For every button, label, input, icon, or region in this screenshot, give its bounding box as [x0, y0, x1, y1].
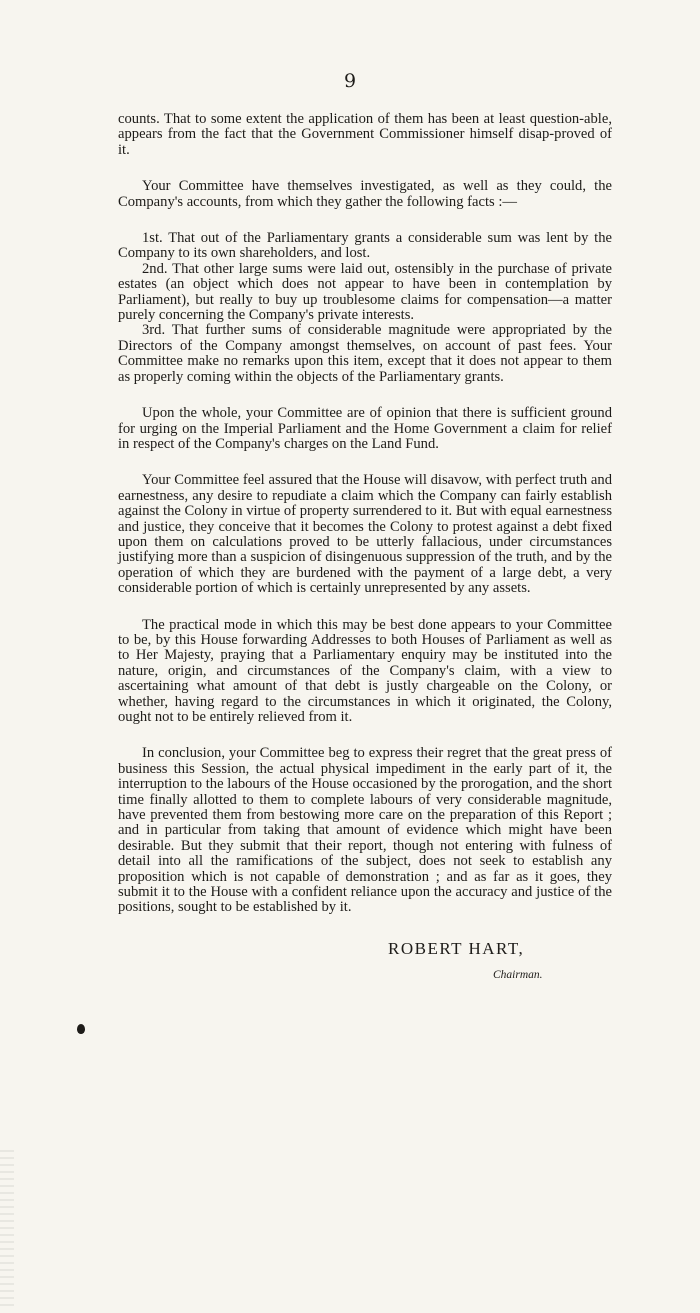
- paragraph-continuation: [118, 112, 612, 158]
- paragraph-disavow: [118, 473, 612, 596]
- paragraph-text: counts. That to some extent the application of them has been at least question-able, appears from the fact that the Government Commissioner himself disap-proved of it.: [118, 111, 612, 158]
- page-edge-marks: [0, 1150, 14, 1310]
- fact-item: 3rd. That further sums of considerable magnitude were appropriated by the Directors of the Company amongst themselves, on account of past fees. Your Committee make no remarks upon this item, except that it does not appear to them as properly coming within the objects of the Parliamentary grants.: [118, 322, 612, 385]
- report-body: [118, 112, 612, 916]
- paragraph-text: Your Committee feel assured that the House will disavow, with perfect truth and earnestness, any desire to repudiate a claim which the Company can fairly establish against the Colony in virtue of property surrendered to it. But with equal earnestness and justice, they conceive that it becomes the Colony to protest against a debt fixed upon them on calculations proved to be utterly fallacious, under circumstances justifying more than a suspicion of disingenuous suppression of the truth, and by the operation of which they are burdened with the payment of a large debt, a very considerable portion of which is certainly unrepresented by any assets.: [118, 472, 612, 597]
- page-number: 9: [343, 70, 357, 92]
- paragraph-practical-mode: [118, 618, 612, 726]
- paragraph-text: The practical mode in which this may be best done appears to your Committee to be, by this House forwarding Addresses to both Houses of Parliament as well as to Her Majesty, praying that a Parliamentary enquiry may be instituted into the nature, origin, and circumstances of the Company's claim, with a view to ascertaining what amount of that debt is justly chargeable on the Colony, or whether, having regard to the circumstances in which it originated, the Colony, ought not to be entirely relieved from it.: [118, 616, 612, 725]
- paragraph-text: Your Committee have themselves investigated, as well as they could, the Company's accounts, from which they gather the following facts :—: [118, 178, 612, 210]
- ink-blot: [77, 1024, 85, 1034]
- paragraph-conclusion: [118, 746, 612, 915]
- paragraph-text: In conclusion, your Committee beg to express their regret that the great press of business this Session, the actual physical impediment in the early part of it, the interruption to the labours of the House occasioned by the prorogation, and the short time finally allotted to them to complete labours of very considerable magnitude, have prevented them from bestowing more care on the preparation of this Report ; and in particular from taking that amount of evidence which might have been desirable. But they submit that their report, though not entering with fulness of detail into all the ramifications of the subject, does not seek to establish any proposition which is not capable of demonstration ; and as far as it goes, they submit it to the House with a confident reliance upon the accuracy and justice of the positions, sought to be established by it.: [118, 745, 612, 916]
- signature-title: Chairman.: [493, 969, 543, 981]
- fact-item: 1st. That out of the Parliamentary grants a considerable sum was lent by the Company to its own shareholders, and lost.: [118, 230, 612, 262]
- facts-list: [118, 231, 612, 385]
- paragraph-investigation: [118, 179, 612, 210]
- paragraph-opinion: [118, 406, 612, 452]
- paragraph-text: Upon the whole, your Committee are of opinion that there is sufficient ground for urging on the Imperial Parliament and the Home Government a claim for relief in respect of the Company's charges on the Land Fund.: [118, 405, 612, 452]
- signature-name: ROBERT HART,: [388, 939, 525, 958]
- fact-item: 2nd. That other large sums were laid out, ostensibly in the purchase of private estates (an object which does not appear to have been in contemplation by Parliament), but really to buy up troublesome claims for compensation—a matter purely concerning the Company's private interests.: [118, 260, 612, 324]
